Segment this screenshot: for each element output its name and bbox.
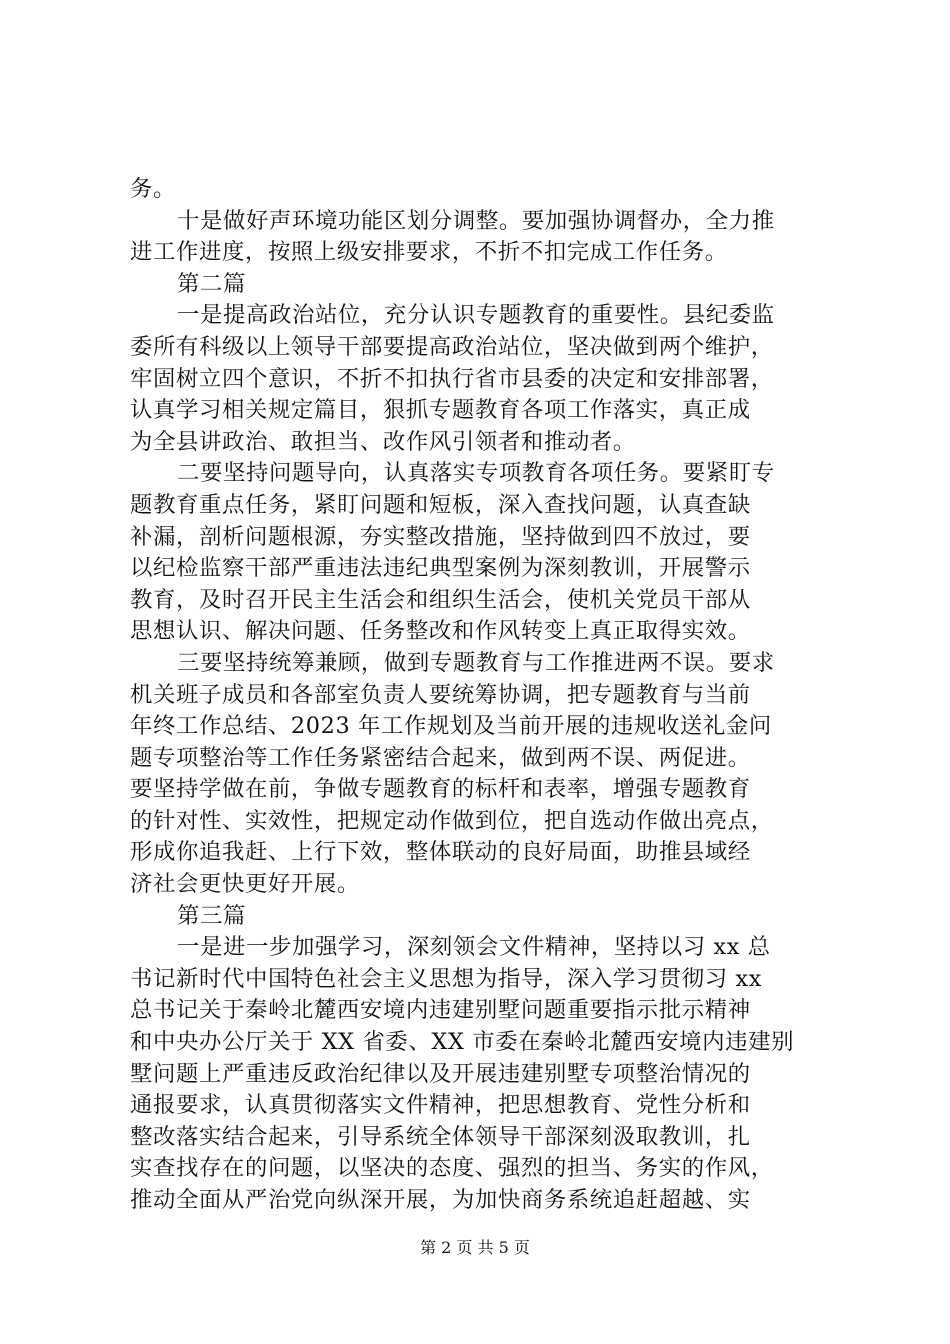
text-line: 总书记关于秦岭北麓西安境内违建别墅问题重要指示批示精神 xyxy=(130,997,751,1024)
text-line: 一是提高政治站位，充分认识专题教育的重要性。县纪委监 xyxy=(177,302,775,329)
text-line: 题教育重点任务，紧盯问题和短板，深入查找问题，认真查缺 xyxy=(130,491,751,518)
text-line: 牢固树立四个意识，不折不扣执行省市县委的决定和安排部署， xyxy=(130,365,774,392)
text-line: 第三篇 xyxy=(177,902,246,929)
text-line: 教育，及时召开民主生活会和组织生活会，使机关党员干部从 xyxy=(130,586,751,613)
document-body xyxy=(130,174,838,1217)
text-line: 通报要求，认真贯彻落实文件精神，把思想教育、党性分析和 xyxy=(130,1092,751,1119)
text-line: 补漏，剖析问题根源，夯实整改措施，坚持做到四不放过，要 xyxy=(130,523,751,550)
text-line: 实查找存在的问题，以坚决的态度、强烈的担当、务实的作风， xyxy=(130,1155,774,1182)
text-line: 济社会更快更好开展。 xyxy=(130,871,360,898)
text-line: 二要坚持问题导向，认真落实专项教育各项任务。要紧盯专 xyxy=(177,460,775,487)
text-line: 形成你追我赶、上行下效，整体联动的良好局面，助推县域经 xyxy=(130,839,751,866)
text-line: 年终工作总结、2023 年工作规划及当前开展的违规收送礼金问 xyxy=(130,713,772,740)
text-line: 要坚持学做在前，争做专题教育的标杆和表率，增强专题教育 xyxy=(130,776,751,803)
page-footer: 第 2 页 共 5 页 xyxy=(420,1238,530,1257)
text-line: 墅问题上严重违反政治纪律以及开展违建别墅专项整治情况的 xyxy=(130,1060,751,1087)
text-line: 为全县讲政治、敢担当、改作风引领者和推动者。 xyxy=(130,428,636,455)
text-line: 十是做好声环境功能区划分调整。要加强协调督办，全力推 xyxy=(177,207,775,234)
text-line: 书记新时代中国特色社会主义思想为指导，深入学习贯彻习 xx xyxy=(130,965,762,992)
text-line: 机关班子成员和各部室负责人要统筹协调，把专题教育与当前 xyxy=(130,681,751,708)
text-line: 整改落实结合起来，引导系统全体领导干部深刻汲取教训，扎 xyxy=(130,1123,751,1150)
text-line: 的针对性、实效性，把规定动作做到位，把自选动作做出亮点， xyxy=(130,807,774,834)
text-line: 务。 xyxy=(130,176,176,202)
text-line: 一是进一步加强学习，深刻领会文件精神，坚持以习 xx 总 xyxy=(177,934,771,961)
text-line: 三要坚持统筹兼顾，做到专题教育与工作推进两不误。要求 xyxy=(177,649,775,676)
text-line: 委所有科级以上领导干部要提高政治站位，坚决做到两个维护， xyxy=(130,333,774,360)
text-line: 进工作进度，按照上级安排要求，不折不扣完成工作任务。 xyxy=(130,239,728,266)
text-line: 思想认识、解决问题、任务整改和作风转变上真正取得实效。 xyxy=(130,618,751,645)
text-line: 题专项整治等工作任务紧密结合起来，做到两不误、两促进。 xyxy=(130,744,751,771)
text-line: 和中央办公厅关于 XX 省委、XX 市委在秦岭北麓西安境内违建别 xyxy=(130,1029,795,1056)
text-line: 认真学习相关规定篇目，狠抓专题教育各项工作落实，真正成 xyxy=(130,397,751,424)
text-line: 推动全面从严治党向纵深开展，为加快商务系统追赶超越、实 xyxy=(130,1187,751,1213)
text-line: 以纪检监察干部严重违法违纪典型案例为深刻教训，开展警示 xyxy=(130,555,751,582)
text-line: 第二篇 xyxy=(177,270,246,297)
